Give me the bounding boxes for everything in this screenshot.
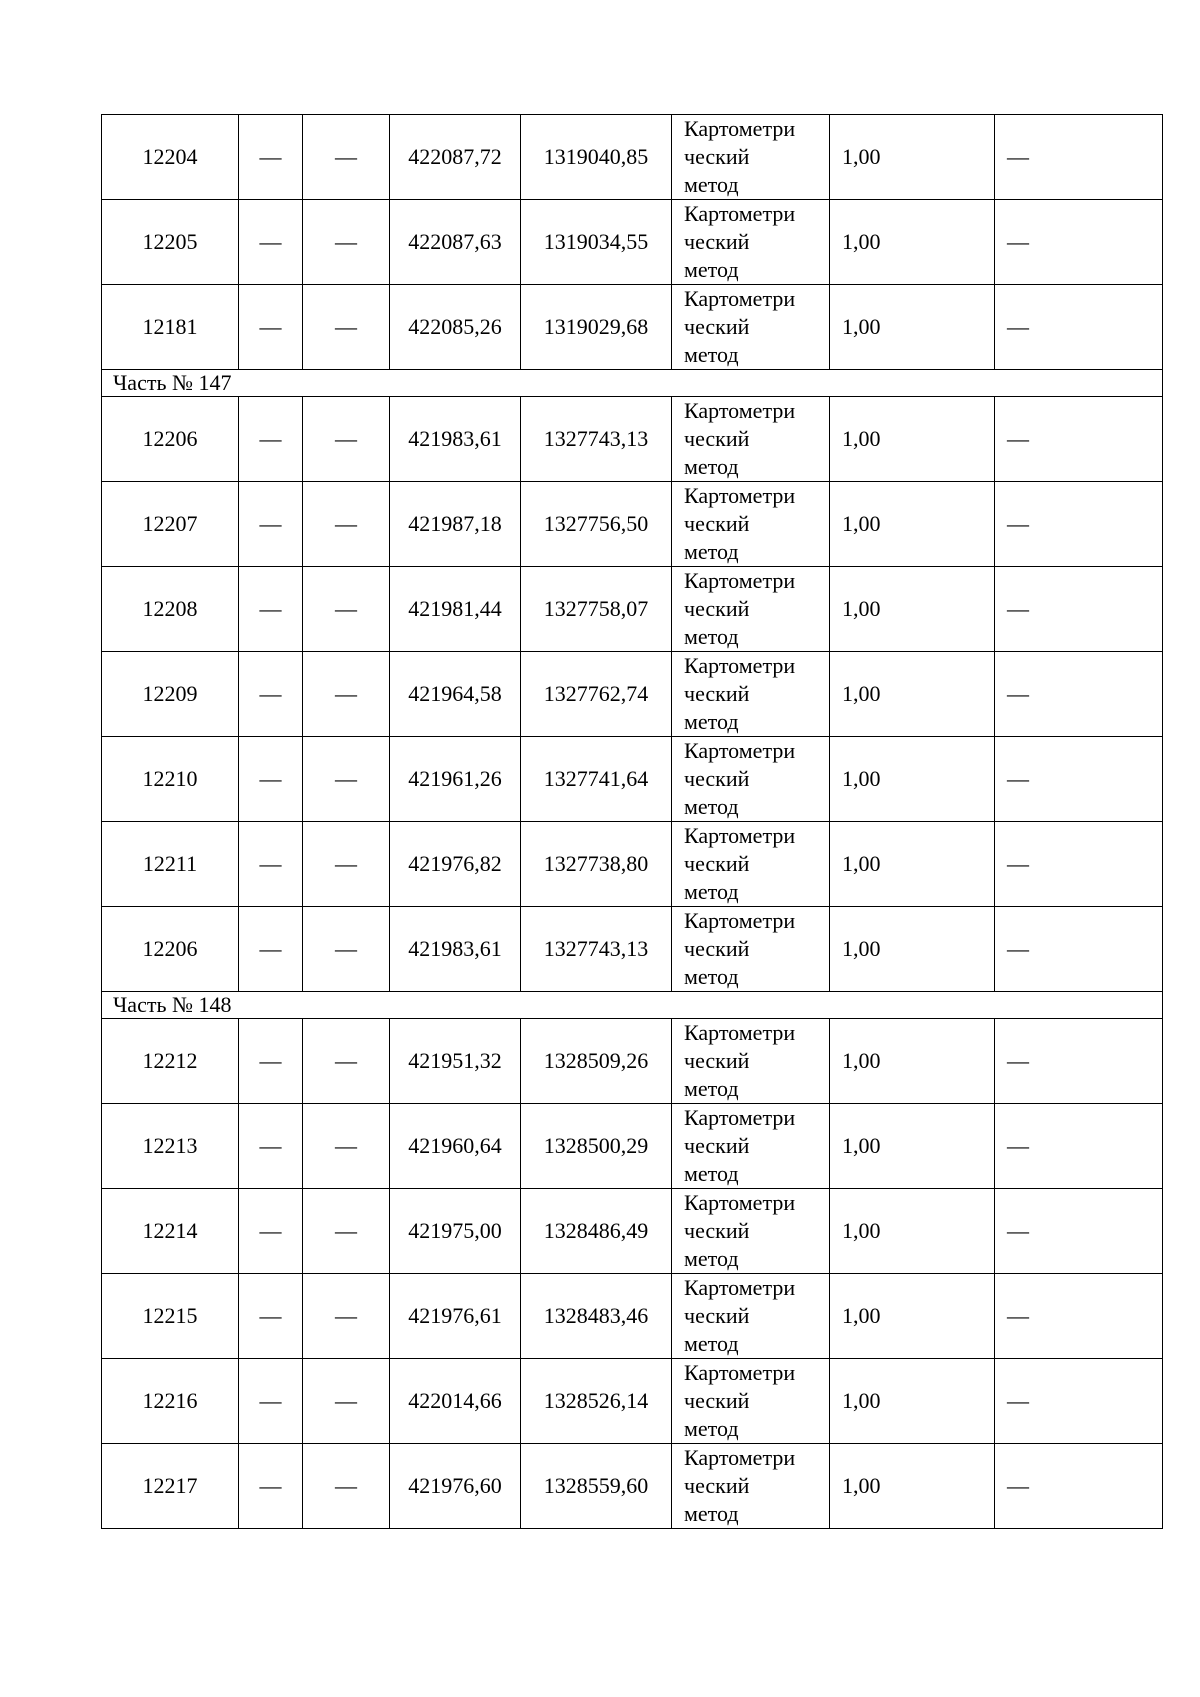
old-x-cell: —: [239, 397, 303, 482]
method-line: метод: [684, 709, 739, 734]
method-cell: [672, 285, 830, 370]
point-number-cell: 12181: [102, 285, 239, 370]
method-line: Картометри: [684, 398, 796, 423]
y-coordinate-cell: 1328486,49: [521, 1189, 672, 1274]
old-x-cell: —: [239, 1444, 303, 1529]
method-line: метод: [684, 1246, 739, 1271]
old-y-cell: —: [303, 397, 390, 482]
x-coordinate-cell: 421964,58: [390, 652, 521, 737]
method-line: ческий: [684, 426, 750, 451]
method-line: ческий: [684, 936, 750, 961]
description-cell: —: [995, 907, 1163, 992]
method-line: ческий: [684, 1303, 750, 1328]
method-line: метод: [684, 539, 739, 564]
x-coordinate-cell: 421976,61: [390, 1274, 521, 1359]
description-cell: —: [995, 1444, 1163, 1529]
method-line: метод: [684, 1501, 739, 1526]
y-coordinate-cell: 1327762,74: [521, 652, 672, 737]
table-row: [102, 1019, 1163, 1104]
old-x-cell: —: [239, 907, 303, 992]
table-row: [102, 907, 1163, 992]
x-coordinate-cell: 421983,61: [390, 907, 521, 992]
point-number-cell: 12209: [102, 652, 239, 737]
y-coordinate-cell: 1328526,14: [521, 1359, 672, 1444]
old-y-cell: —: [303, 822, 390, 907]
y-coordinate-cell: 1327743,13: [521, 397, 672, 482]
x-coordinate-cell: 422087,63: [390, 200, 521, 285]
accuracy-cell: 1,00: [830, 1189, 995, 1274]
point-number-cell: 12212: [102, 1019, 239, 1104]
method-cell: [672, 1019, 830, 1104]
method-line: Картометри: [684, 738, 796, 763]
table-row: [102, 200, 1163, 285]
point-number-cell: 12207: [102, 482, 239, 567]
table-row: [102, 1189, 1163, 1274]
old-x-cell: —: [239, 1019, 303, 1104]
method-line: Картометри: [684, 1445, 796, 1470]
y-coordinate-cell: 1328559,60: [521, 1444, 672, 1529]
table-row: [102, 737, 1163, 822]
method-line: Картометри: [684, 483, 796, 508]
old-x-cell: —: [239, 1274, 303, 1359]
method-line: ческий: [684, 1473, 750, 1498]
old-y-cell: —: [303, 285, 390, 370]
old-x-cell: —: [239, 115, 303, 200]
point-number-cell: 12206: [102, 907, 239, 992]
description-cell: —: [995, 567, 1163, 652]
accuracy-cell: 1,00: [830, 1019, 995, 1104]
method-line: метод: [684, 1331, 739, 1356]
method-line: Картометри: [684, 908, 796, 933]
method-cell: [672, 1274, 830, 1359]
old-y-cell: —: [303, 1444, 390, 1529]
method-line: Картометри: [684, 1275, 796, 1300]
point-number-cell: 12215: [102, 1274, 239, 1359]
method-cell: [672, 737, 830, 822]
method-line: метод: [684, 1076, 739, 1101]
method-line: метод: [684, 1161, 739, 1186]
point-number-cell: 12211: [102, 822, 239, 907]
description-cell: —: [995, 1359, 1163, 1444]
method-line: метод: [684, 794, 739, 819]
method-line: метод: [684, 257, 739, 282]
method-line: ческий: [684, 681, 750, 706]
x-coordinate-cell: 421951,32: [390, 1019, 521, 1104]
accuracy-cell: 1,00: [830, 200, 995, 285]
x-coordinate-cell: 421961,26: [390, 737, 521, 822]
method-line: ческий: [684, 511, 750, 536]
point-number-cell: 12217: [102, 1444, 239, 1529]
method-line: Картометри: [684, 201, 796, 226]
accuracy-cell: 1,00: [830, 822, 995, 907]
description-cell: —: [995, 285, 1163, 370]
method-cell: [672, 397, 830, 482]
table-row: [102, 1104, 1163, 1189]
old-y-cell: —: [303, 200, 390, 285]
table-row: [102, 397, 1163, 482]
old-x-cell: —: [239, 482, 303, 567]
accuracy-cell: 1,00: [830, 1444, 995, 1529]
method-line: ческий: [684, 851, 750, 876]
x-coordinate-cell: 421987,18: [390, 482, 521, 567]
y-coordinate-cell: 1328509,26: [521, 1019, 672, 1104]
description-cell: —: [995, 1189, 1163, 1274]
old-y-cell: —: [303, 567, 390, 652]
y-coordinate-cell: 1319034,55: [521, 200, 672, 285]
old-x-cell: —: [239, 737, 303, 822]
accuracy-cell: 1,00: [830, 397, 995, 482]
table-row: [102, 1444, 1163, 1529]
table-row: [102, 652, 1163, 737]
section-label: Часть № 148: [102, 992, 1163, 1019]
method-line: ческий: [684, 314, 750, 339]
method-line: ческий: [684, 144, 750, 169]
old-x-cell: —: [239, 285, 303, 370]
y-coordinate-cell: 1327741,64: [521, 737, 672, 822]
old-y-cell: —: [303, 1359, 390, 1444]
x-coordinate-cell: 421983,61: [390, 397, 521, 482]
old-y-cell: —: [303, 1274, 390, 1359]
method-line: ческий: [684, 596, 750, 621]
method-line: Картометри: [684, 116, 796, 141]
table-row: [102, 115, 1163, 200]
old-x-cell: —: [239, 200, 303, 285]
point-number-cell: 12206: [102, 397, 239, 482]
method-cell: [672, 907, 830, 992]
method-line: метод: [684, 624, 739, 649]
method-line: метод: [684, 1416, 739, 1441]
description-cell: —: [995, 397, 1163, 482]
y-coordinate-cell: 1327743,13: [521, 907, 672, 992]
method-line: Картометри: [684, 1360, 796, 1385]
description-cell: —: [995, 1274, 1163, 1359]
point-number-cell: 12204: [102, 115, 239, 200]
table-row: [102, 1274, 1163, 1359]
method-cell: [672, 1444, 830, 1529]
method-line: ческий: [684, 766, 750, 791]
old-x-cell: —: [239, 652, 303, 737]
method-cell: [672, 1189, 830, 1274]
description-cell: —: [995, 200, 1163, 285]
section-header-row: [102, 992, 1163, 1019]
old-x-cell: —: [239, 1359, 303, 1444]
method-line: Картометри: [684, 653, 796, 678]
section-label: Часть № 147: [102, 370, 1163, 397]
method-cell: [672, 1104, 830, 1189]
method-line: Картометри: [684, 1190, 796, 1215]
method-line: Картометри: [684, 823, 796, 848]
table-row: [102, 482, 1163, 567]
method-line: метод: [684, 964, 739, 989]
method-line: ческий: [684, 1133, 750, 1158]
description-cell: —: [995, 822, 1163, 907]
coordinates-table: [101, 114, 1163, 1529]
old-y-cell: —: [303, 907, 390, 992]
method-line: метод: [684, 879, 739, 904]
y-coordinate-cell: 1328500,29: [521, 1104, 672, 1189]
old-x-cell: —: [239, 1104, 303, 1189]
description-cell: —: [995, 737, 1163, 822]
point-number-cell: 12213: [102, 1104, 239, 1189]
method-cell: [672, 200, 830, 285]
point-number-cell: 12208: [102, 567, 239, 652]
x-coordinate-cell: 421975,00: [390, 1189, 521, 1274]
accuracy-cell: 1,00: [830, 567, 995, 652]
x-coordinate-cell: 421960,64: [390, 1104, 521, 1189]
old-y-cell: —: [303, 652, 390, 737]
accuracy-cell: 1,00: [830, 1359, 995, 1444]
method-line: ческий: [684, 1388, 750, 1413]
accuracy-cell: 1,00: [830, 907, 995, 992]
method-line: Картометри: [684, 1105, 796, 1130]
point-number-cell: 12210: [102, 737, 239, 822]
x-coordinate-cell: 421981,44: [390, 567, 521, 652]
x-coordinate-cell: 422087,72: [390, 115, 521, 200]
method-line: ческий: [684, 1048, 750, 1073]
method-line: метод: [684, 342, 739, 367]
method-cell: [672, 567, 830, 652]
accuracy-cell: 1,00: [830, 115, 995, 200]
accuracy-cell: 1,00: [830, 737, 995, 822]
method-line: Картометри: [684, 1020, 796, 1045]
point-number-cell: 12205: [102, 200, 239, 285]
accuracy-cell: 1,00: [830, 285, 995, 370]
x-coordinate-cell: 421976,60: [390, 1444, 521, 1529]
x-coordinate-cell: 422014,66: [390, 1359, 521, 1444]
x-coordinate-cell: 422085,26: [390, 285, 521, 370]
y-coordinate-cell: 1327758,07: [521, 567, 672, 652]
method-line: Картометри: [684, 286, 796, 311]
description-cell: —: [995, 652, 1163, 737]
table-body: [102, 115, 1163, 1529]
description-cell: —: [995, 482, 1163, 567]
point-number-cell: 12214: [102, 1189, 239, 1274]
accuracy-cell: 1,00: [830, 482, 995, 567]
description-cell: —: [995, 1019, 1163, 1104]
y-coordinate-cell: 1327756,50: [521, 482, 672, 567]
table-row: [102, 822, 1163, 907]
accuracy-cell: 1,00: [830, 652, 995, 737]
method-line: ческий: [684, 229, 750, 254]
y-coordinate-cell: 1319040,85: [521, 115, 672, 200]
old-x-cell: —: [239, 1189, 303, 1274]
y-coordinate-cell: 1327738,80: [521, 822, 672, 907]
method-cell: [672, 482, 830, 567]
old-x-cell: —: [239, 567, 303, 652]
y-coordinate-cell: 1328483,46: [521, 1274, 672, 1359]
method-cell: [672, 652, 830, 737]
description-cell: —: [995, 1104, 1163, 1189]
method-line: ческий: [684, 1218, 750, 1243]
method-line: метод: [684, 454, 739, 479]
x-coordinate-cell: 421976,82: [390, 822, 521, 907]
accuracy-cell: 1,00: [830, 1104, 995, 1189]
old-y-cell: —: [303, 1104, 390, 1189]
method-cell: [672, 822, 830, 907]
old-y-cell: —: [303, 1019, 390, 1104]
section-header-row: [102, 370, 1163, 397]
method-cell: [672, 115, 830, 200]
old-y-cell: —: [303, 737, 390, 822]
method-line: метод: [684, 172, 739, 197]
method-cell: [672, 1359, 830, 1444]
table-row: [102, 285, 1163, 370]
old-y-cell: —: [303, 1189, 390, 1274]
y-coordinate-cell: 1319029,68: [521, 285, 672, 370]
old-y-cell: —: [303, 482, 390, 567]
table-row: [102, 1359, 1163, 1444]
old-x-cell: —: [239, 822, 303, 907]
description-cell: —: [995, 115, 1163, 200]
old-y-cell: —: [303, 115, 390, 200]
accuracy-cell: 1,00: [830, 1274, 995, 1359]
point-number-cell: 12216: [102, 1359, 239, 1444]
method-line: Картометри: [684, 568, 796, 593]
table-row: [102, 567, 1163, 652]
